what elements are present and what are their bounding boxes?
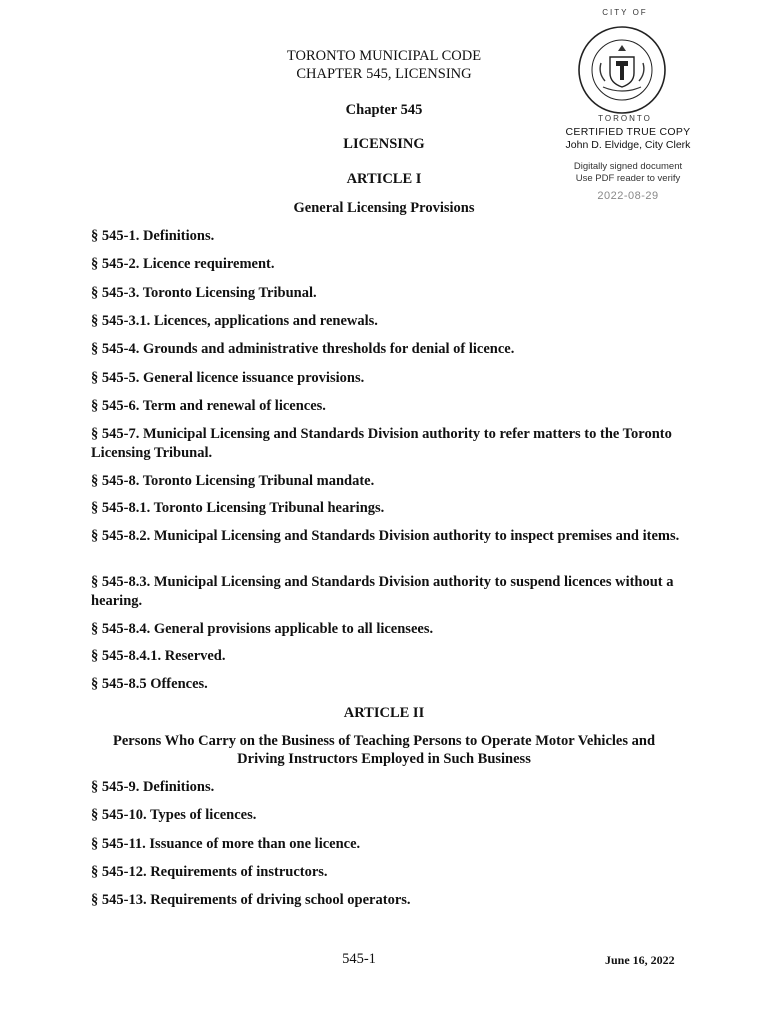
signed-note: Digitally signed document	[573, 161, 683, 172]
toc-entry-545-8-3: § 545-8.3. Municipal Licensing and Standards Division authority to suspend licences without a hearing.	[91, 574, 674, 609]
toc-entry-545-2: § 545-2. Licence requirement.	[91, 256, 275, 272]
toc-entry-545-10: § 545-10. Types of licences.	[91, 807, 257, 823]
toc-entry-545-12: § 545-12. Requirements of instructors.	[91, 864, 328, 880]
article-1-heading: ARTICLE I	[346, 171, 422, 187]
toc-entry-545-8-5: § 545-8.5 Offences.	[91, 676, 208, 692]
toc-entry-545-3: § 545-3. Toronto Licensing Tribunal.	[91, 285, 317, 301]
chapter-number: Chapter 545	[345, 102, 423, 118]
verify-note: Use PDF reader to verify	[575, 173, 681, 184]
seal-text-top: CITY OF	[602, 8, 648, 17]
signature-date: 2022-08-29	[597, 190, 659, 202]
seal-text-bottom: TORONTO	[598, 114, 652, 123]
toc-entry-545-8: § 545-8. Toronto Licensing Tribunal mandate.	[91, 473, 375, 489]
toc-entry-545-1: § 545-1. Definitions.	[91, 228, 215, 244]
toc-entry-545-11: § 545-11. Issuance of more than one licence.	[91, 836, 361, 852]
article-2-subheading-line1: Persons Who Carry on the Business of Teaching Persons to Operate Motor Vehicles and	[112, 733, 656, 749]
chapter-subtitle: CHAPTER 545, LICENSING	[296, 66, 472, 82]
certified-label: CERTIFIED TRUE COPY	[565, 126, 691, 138]
article-1-subheading: General Licensing Provisions	[293, 200, 475, 216]
toc-entry-545-13: § 545-13. Requirements of driving school operators.	[91, 892, 411, 908]
chapter-title: LICENSING	[343, 136, 425, 152]
toc-entry-545-4: § 545-4. Grounds and administrative thresholds for denial of licence.	[91, 341, 515, 357]
toc-entry-545-7: § 545-7. Municipal Licensing and Standards Division authority to refer matters to the Toronto Licensing Tribunal.	[91, 426, 672, 461]
toc-entry-545-9: § 545-9. Definitions.	[91, 779, 215, 795]
city-seal-icon	[577, 25, 667, 115]
footer-date: June 16, 2022	[605, 953, 675, 967]
code-title: TORONTO MUNICIPAL CODE	[286, 48, 482, 64]
toc-entry-545-8-4: § 545-8.4. General provisions applicable to all licensees.	[91, 621, 434, 637]
article-2-heading: ARTICLE II	[343, 705, 425, 721]
article-2-subheading-line2: Driving Instructors Employed in Such Business	[237, 751, 531, 767]
toc-entry-545-8-1: § 545-8.1. Toronto Licensing Tribunal hearings.	[91, 500, 385, 516]
toc-entry-545-8-4-1: § 545-8.4.1. Reserved.	[91, 648, 226, 664]
toc-entry-545-5: § 545-5. General licence issuance provisions.	[91, 370, 365, 386]
toc-entry-545-8-2: § 545-8.2. Municipal Licensing and Standards Division authority to inspect premises and items.	[91, 528, 680, 544]
clerk-name: John D. Elvidge, City Clerk	[565, 139, 691, 151]
toc-entry-545-6: § 545-6. Term and renewal of licences.	[91, 398, 326, 414]
toc-entry-545-3-1: § 545-3.1. Licences, applications and renewals.	[91, 313, 378, 329]
page-number: 545-1	[342, 951, 376, 967]
